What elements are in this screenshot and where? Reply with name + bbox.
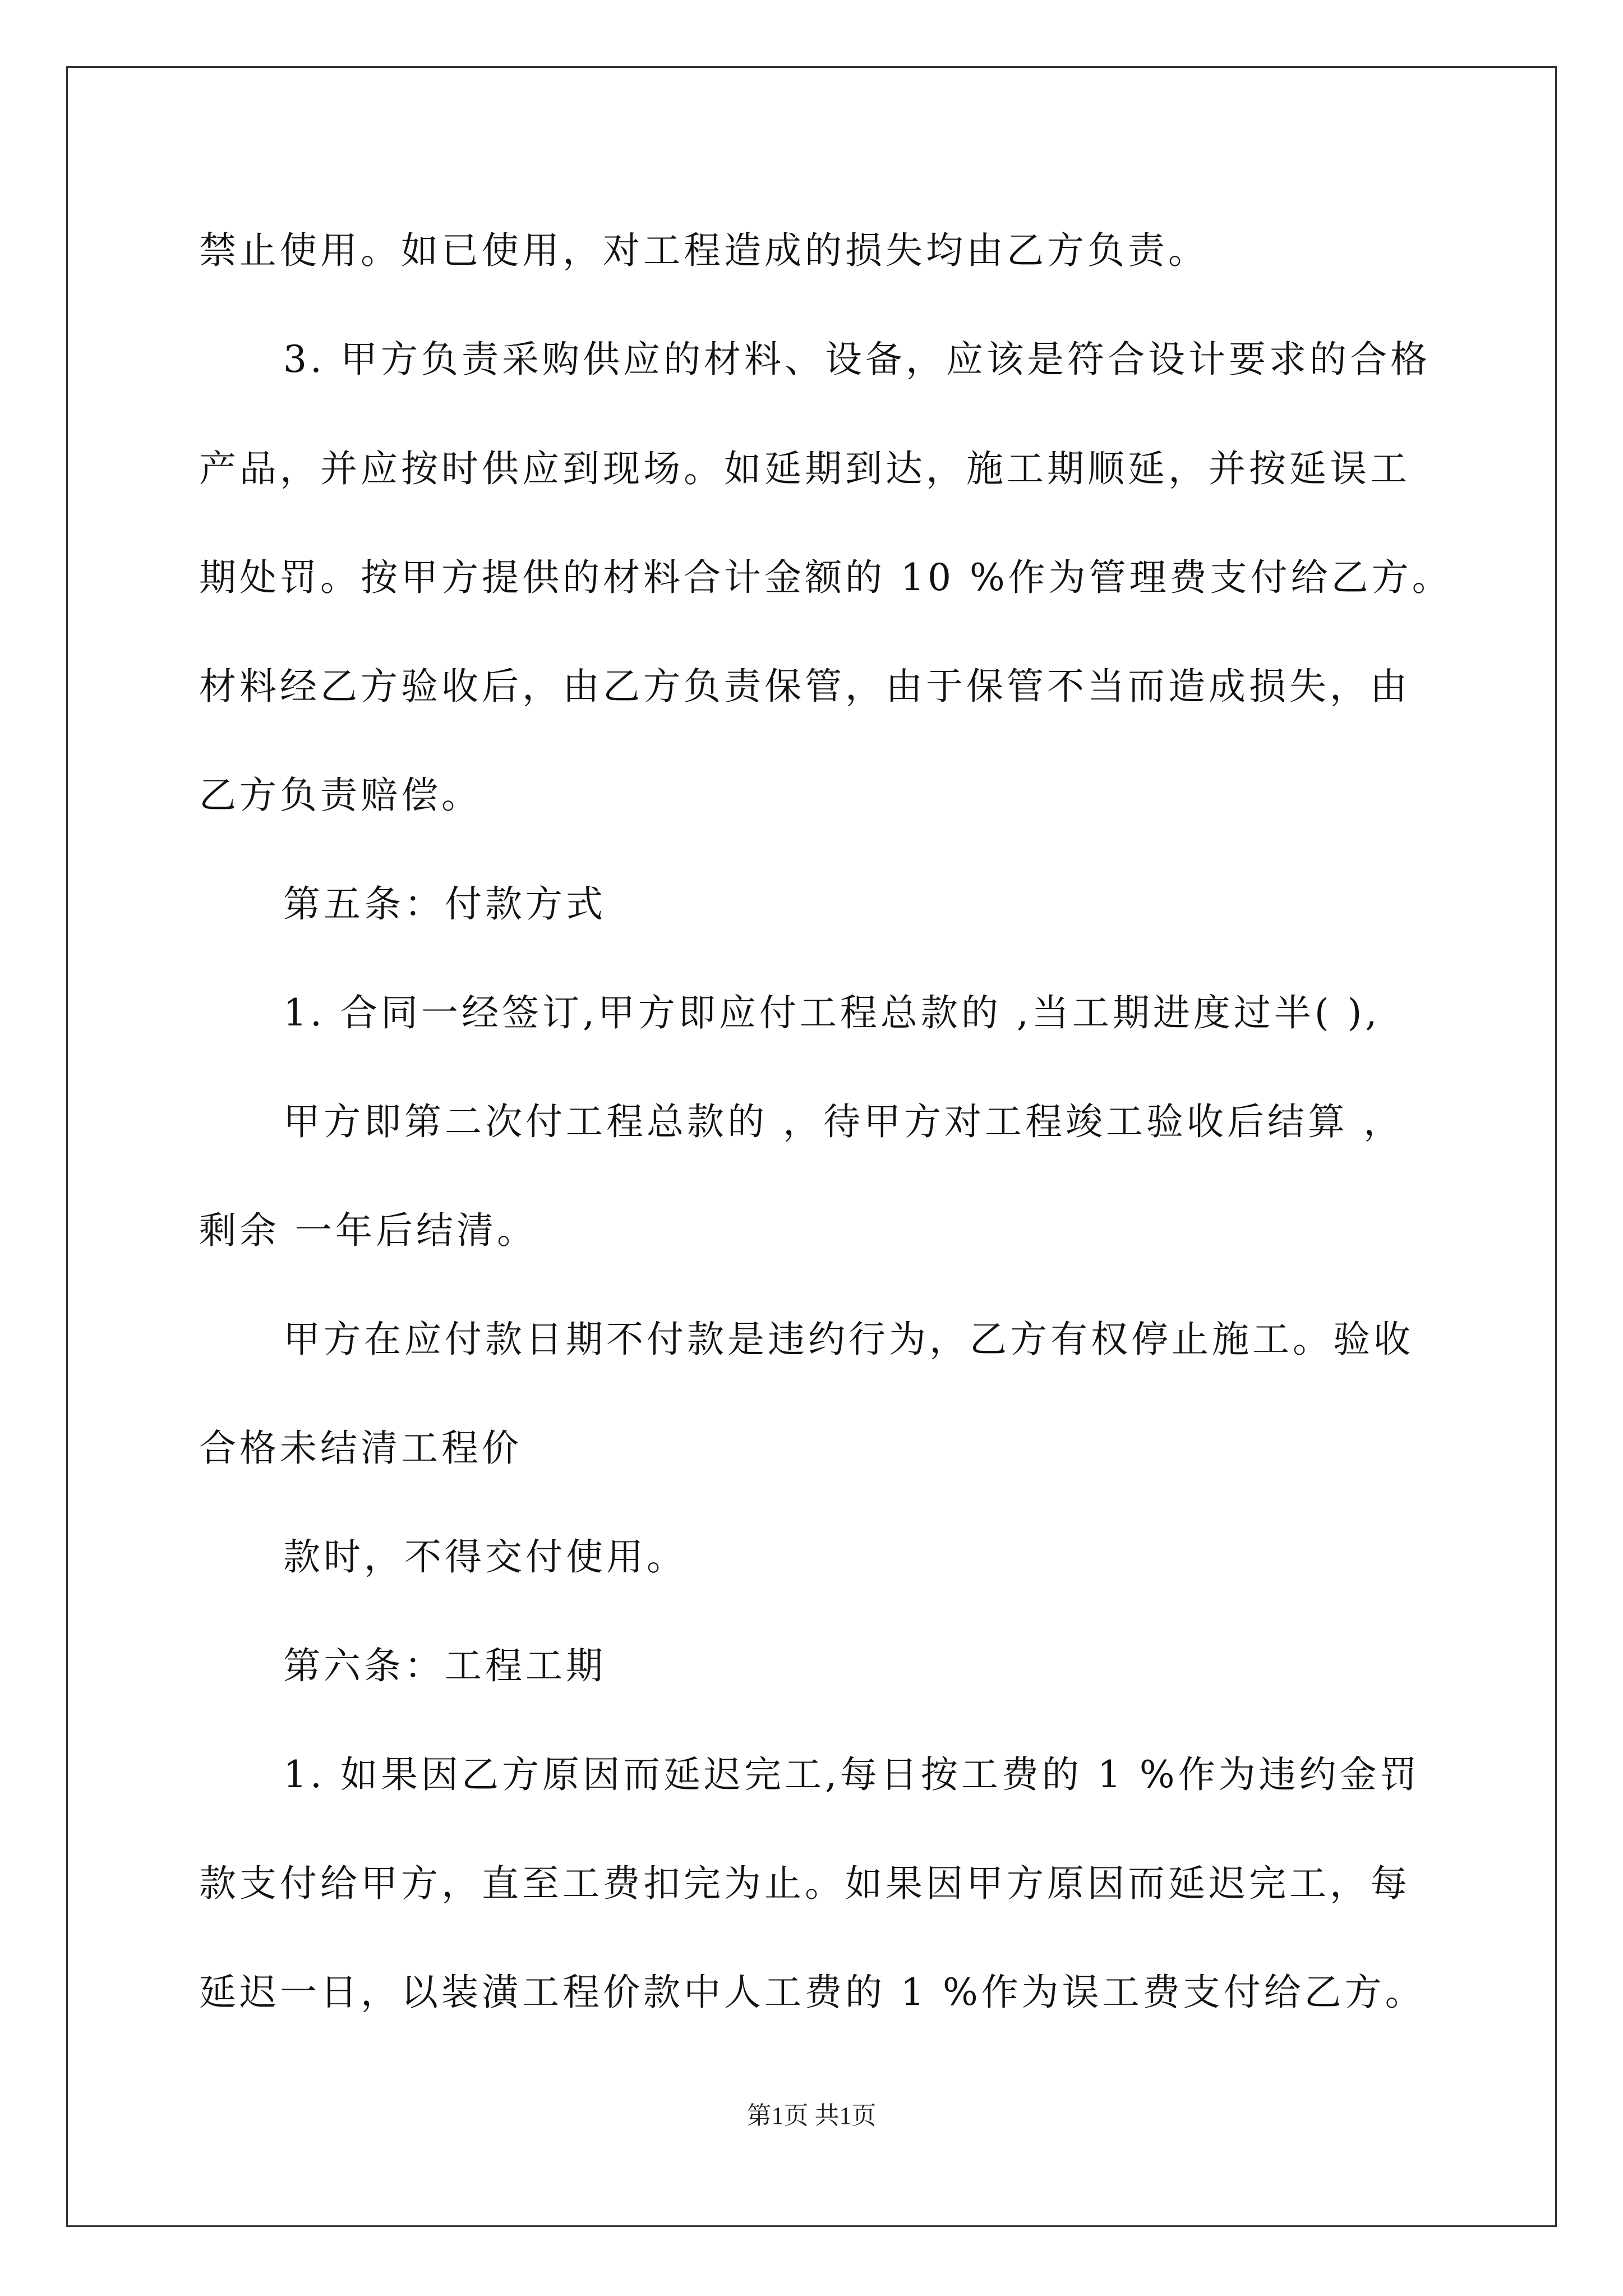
text-line: 剩余 一年后结清。 bbox=[199, 1209, 537, 1252]
section-heading: 第五条：付款方式 bbox=[283, 882, 606, 926]
text-line: 合格未结清工程价 bbox=[199, 1427, 522, 1470]
text-line: 1. 合同一经签订,甲方即应付工程总款的 ,当工期进度过半( ), bbox=[283, 991, 1381, 1034]
text-line: 甲方即第二次付工程总款的 ，待甲方对工程竣工验收后结算 ， bbox=[283, 1100, 1404, 1143]
text-line: 产品，并应按时供应到现场。如延期到达，施工期顺延，并按延误工 bbox=[199, 447, 1410, 490]
section-heading: 第六条：工程工期 bbox=[283, 1644, 606, 1687]
text-line: 3. 甲方负责采购供应的材料、设备，应该是符合设计要求的合格 bbox=[283, 338, 1431, 381]
text-line: 禁止使用。如已使用，对工程造成的损失均由乙方负责。 bbox=[199, 229, 1209, 272]
text-line: 甲方在应付款日期不付款是违约行为，乙方有权停止施工。验收 bbox=[283, 1318, 1414, 1361]
text-line: 1. 如果因乙方原因而延迟完工,每日按工费的 1 %作为违约金罚 bbox=[283, 1753, 1421, 1796]
text-line: 款支付给甲方，直至工费扣完为止。如果因甲方原因而延迟完工，每 bbox=[199, 1862, 1410, 1905]
text-line: 材料经乙方验收后，由乙方负责保管，由于保管不当而造成损失，由 bbox=[199, 665, 1410, 708]
text-line: 延迟一日，以装潢工程价款中人工费的 1 %作为误工费支付给乙方。 bbox=[199, 1971, 1426, 2014]
text-line: 乙方负责赔偿。 bbox=[199, 774, 482, 817]
text-line: 期处罚。按甲方提供的材料合计金额的 10 %作为管理费支付给乙方。 bbox=[199, 556, 1453, 599]
text-line: 款时，不得交付使用。 bbox=[283, 1535, 687, 1579]
page-number-footer: 第1页 共1页 bbox=[746, 2102, 877, 2129]
